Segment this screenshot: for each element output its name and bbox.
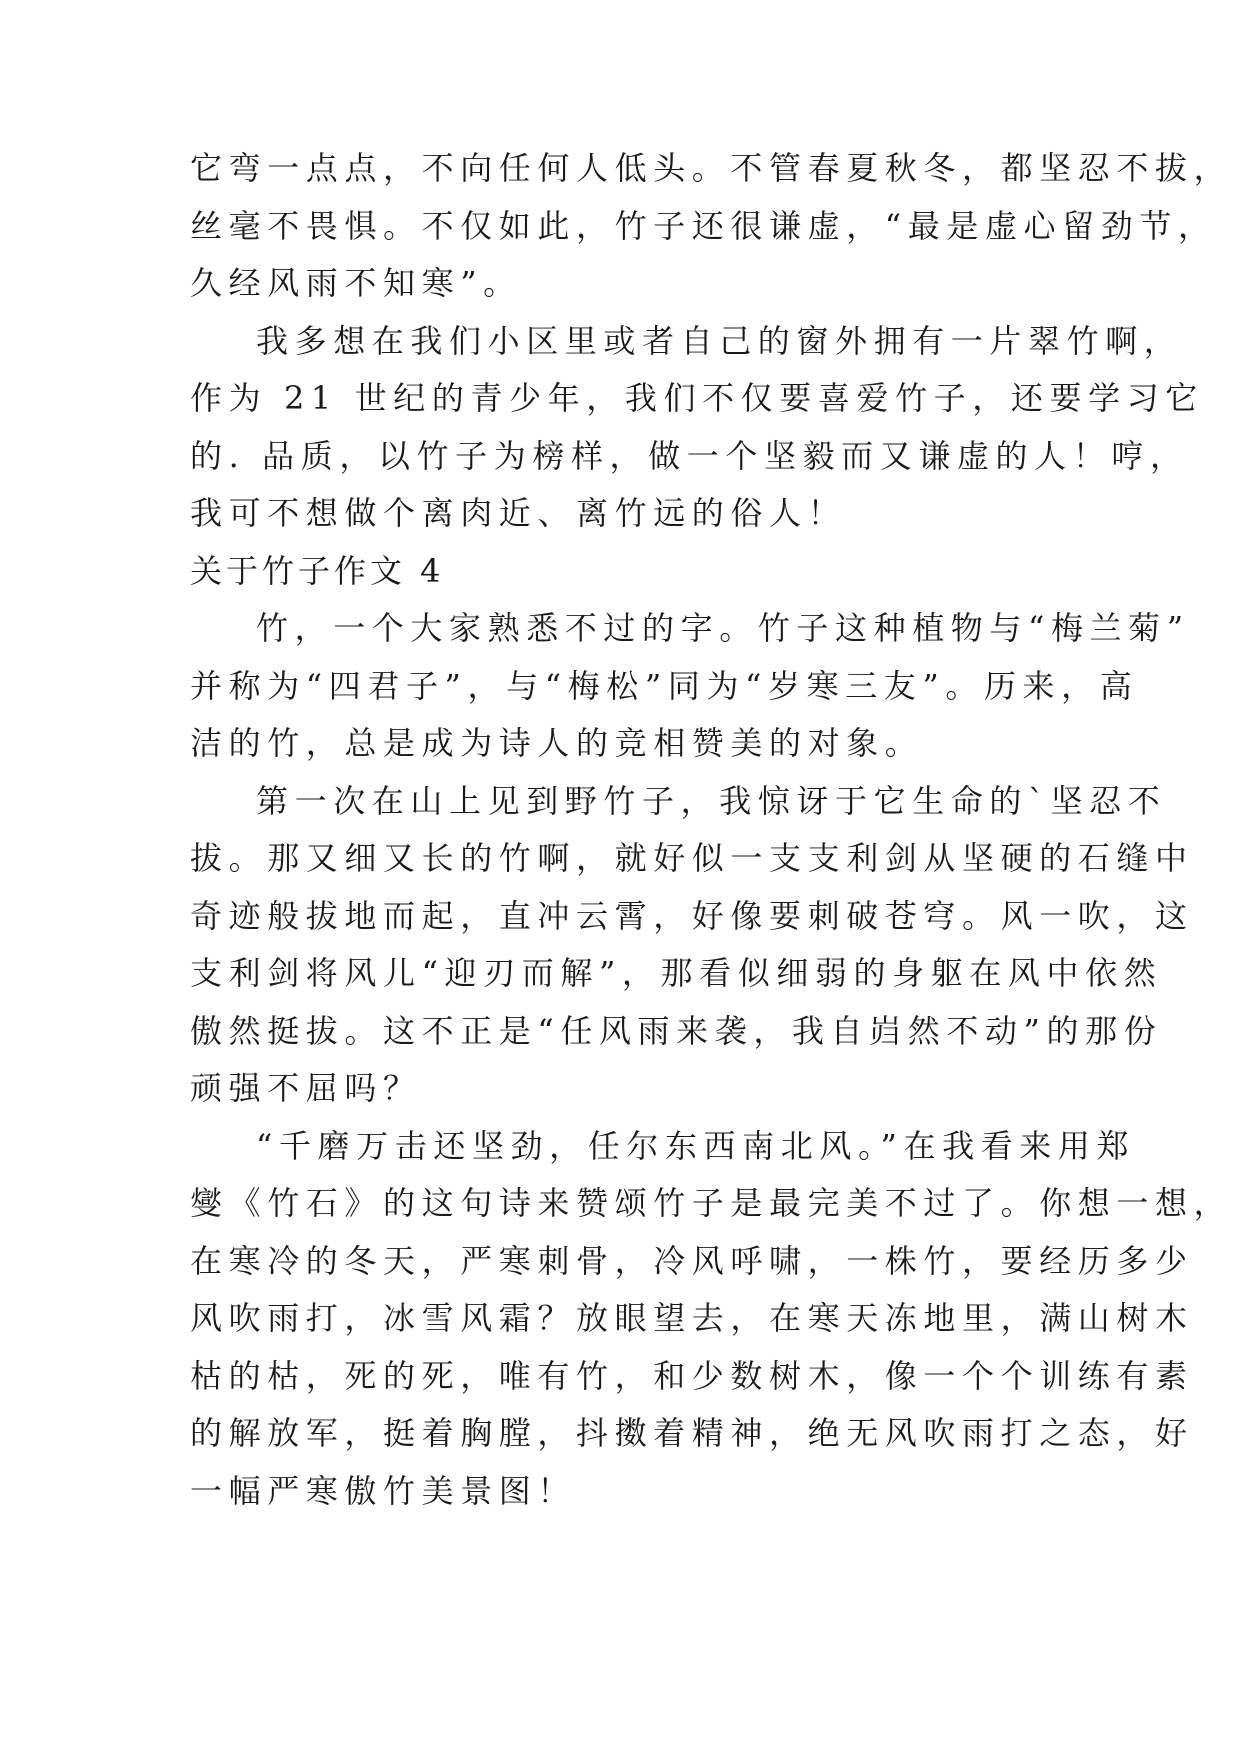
paragraph-start-line: 我多想在我们小区里或者自己的窗外拥有一片翠竹啊， [256,321,1183,360]
text-line: 久经风雨不知寒”。 [190,264,522,302]
text-line: 支利剑将风儿“迎刃而解”，那看似细弱的身躯在风中依然 [190,954,1163,992]
text-line: 顽强不屈吗？ [190,1069,422,1107]
paragraph-start-line: 第一次在山上见到野竹子，我惊讶于它生命的`坚忍不 [256,781,1167,820]
paragraph-start-line: “千磨万击还坚劲，任尔东西南北风。”在我看来用郑 [256,1126,1136,1165]
text-line: 在寒冷的冬天，严寒刺骨，冷风呼啸，一株竹，要经历多少 [190,1241,1194,1280]
text-line: 枯的枯，死的死，唯有竹，和少数树木，像一个个训练有素 [190,1356,1194,1395]
text-line: 并称为“四君子”，与“梅松”同为“岁寒三友”。历来，高 [190,666,1139,705]
text-line: 燮《竹石》的这句诗来赞颂竹子是最完美不过了。你想一想， [190,1184,1233,1222]
text-line: 洁的竹，总是成为诗人的竞相赞美的对象。 [190,724,924,762]
text-line: 拔。那又细又长的竹啊，就好似一支支利剑从坚硬的石缝中 [190,839,1194,877]
text-line: 丝毫不畏惧。不仅如此，竹子还很谦虚，“最是虚心留劲节， [190,206,1217,245]
section-heading: 关于竹子作文 4 [190,551,445,590]
text-line: 傲然挺拔。这不正是“任风雨来袭，我自岿然不动”的那份 [190,1011,1163,1050]
paragraph-start-line: 竹，一个大家熟悉不过的字。竹子这种植物与“梅兰菊” [256,609,1190,647]
text-line: 作为 21 世纪的青少年，我们不仅要喜爱竹子，还要学习它 [190,379,1204,417]
text-line: 它弯一点点，不向任何人低头。不管春夏秋冬，都坚忍不拔， [190,149,1233,187]
text-line: 奇迹般拔地而起，直冲云霄，好像要刺破苍穹。风一吹，这 [190,896,1194,935]
text-line: 一幅严寒傲竹美景图！ [190,1471,577,1510]
text-line: 风吹雨打，冰雪风霜？放眼望去，在寒天冻地里，满山树木 [190,1299,1194,1337]
document-page [190,140,1233,1520]
text-line: 的解放军，挺着胸膛，抖擞着精神，绝无风吹雨打之态，好 [190,1414,1194,1452]
text-line: 的. 品质，以竹子为榜样，做一个坚毅而又谦虚的人！哼， [190,436,1189,475]
text-line: 我可不想做个离肉近、离竹远的俗人！ [190,494,847,532]
